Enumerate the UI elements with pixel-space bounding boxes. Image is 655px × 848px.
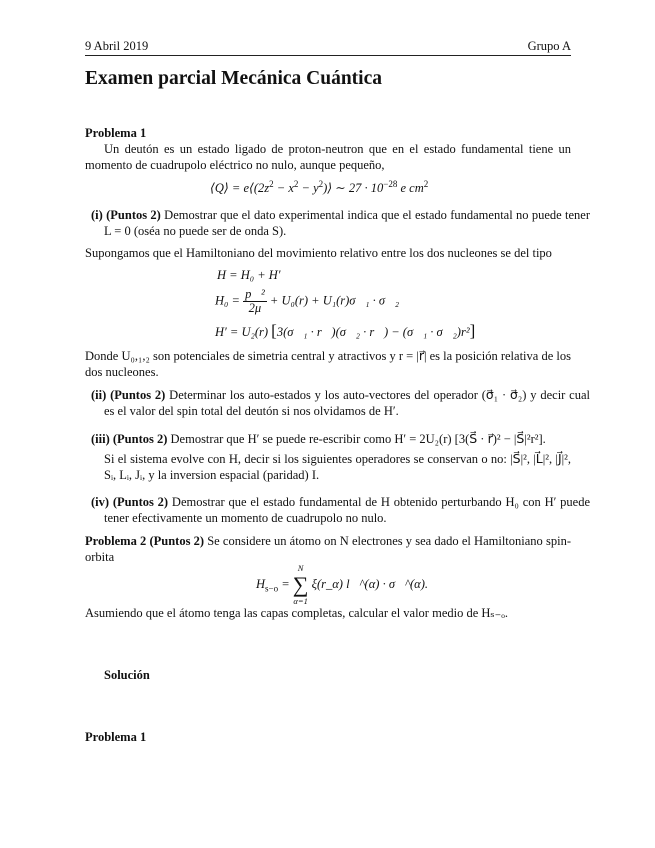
donde-paragraph: Donde U₀,₁,₂ son potenciales de simetria central y atractivos y r = |r⃗| es la posición relativa de los dos nucleones. (85, 349, 571, 379)
problem1-intro: Un deutón es un estado ligado de proton-neutron que en el estado fundamental tiene un momento de cuadrupolo eléctrico no nulo, aunque pequeño, (85, 142, 571, 172)
eq-q-sq1: 2 (269, 179, 274, 189)
eq-h0-rhs: + U₀(r) + U₁(r)σ⃗₁ · σ⃗₂ (269, 293, 400, 308)
equation-spin-orbit (256, 563, 428, 607)
item-ii (85, 387, 590, 419)
eq-h0-fraction (243, 288, 267, 315)
eq-q-mid2: − y (298, 181, 319, 196)
eq-q-exp: −28 (383, 179, 398, 189)
eq-h0-numerator: p⃗² (245, 287, 265, 301)
equation-h0 (215, 288, 399, 315)
eq-q-unit: e cm (400, 181, 424, 196)
solution-problem1-heading: Problema 1 (85, 730, 147, 744)
item-iv (85, 494, 590, 526)
item-i-text: Demostrar que el dato experimental indica que el estado fundamental no puede tener L = 0 (oséa no puede ser de onda S). (104, 208, 590, 238)
eq-so-lhs: H (256, 576, 266, 591)
hamiltonian-intro: Supongamos que el Hamiltoniano del movimiento relativo entre los dos nucleones se del tipo (85, 246, 552, 260)
eq-q-sq2: 2 (293, 179, 299, 189)
eq-so-eq: = (278, 576, 290, 591)
eq-so-sum (293, 563, 309, 607)
problem1-block (85, 125, 571, 173)
page-header (85, 39, 571, 56)
page-title: Examen parcial Mecánica Cuántica (85, 68, 382, 89)
item-i-label: (i) (Puntos 2) (91, 208, 161, 222)
eq-q-rhs: )⟩ ∼ 27 · 10 (323, 181, 384, 196)
eq-h0-denominator: 2μ (248, 301, 262, 315)
item-i (85, 207, 590, 239)
header-date: 9 Abril 2019 (85, 39, 149, 53)
problem2-block (85, 533, 571, 565)
problem2-text: Se considere un átomo on N electrones y sea dado el Hamiltoniano spin-orbita (85, 534, 571, 564)
eq-so-rhs: ξ(r_α) l⃗^(α) · σ⃗^(α). (311, 576, 428, 591)
eq-hp-body: 3(σ⃗₁ · r⃗)(σ⃗₂ · r⃗) − (σ⃗₁ · σ⃗₂)r² (276, 325, 470, 339)
item-ii-text: Determinar los auto-estados y los auto-vectores del operador (σ⃗₁ · σ⃗₂) y decir cual es el valor del spin total del deutón si nos olvidamos de H′. (104, 388, 590, 418)
sum-upper-limit: N (297, 563, 304, 573)
equation-quadrupole (210, 179, 428, 196)
equation-h: H = H₀ + H′ (217, 268, 281, 282)
problem2-heading: Problema 2 (Puntos 2) (85, 534, 205, 548)
problem2-conclusion: Asumiendo que el átomo tenga las capas completas, calcular el valor medio de Hₛ₋ₒ. (85, 606, 508, 620)
eq-q-sq3: 2 (318, 179, 324, 189)
eq-so-sub: s−o (265, 583, 279, 594)
equation-hprime (215, 321, 475, 341)
eq-hp-open-bracket: [ (271, 321, 277, 340)
item-iii-label: (iii) (Puntos 2) (91, 432, 168, 446)
eq-q-mid1: − x (273, 181, 294, 196)
item-iii (85, 431, 590, 447)
item-ii-label: (ii) (Puntos 2) (91, 388, 166, 402)
eq-hp-lhs: H′ = U₂(r) (215, 325, 269, 339)
eq-q-sq4: 2 (423, 179, 429, 189)
item-iii-continuation: Si el sistema evolve con H, decir si los siguientes operadores se conservan o no: |S⃗|², |L⃗|², |J⃗|², Sᵢ, Lᵢ, Jᵢ, y la inversion espacial (paridad) I. (104, 452, 571, 482)
sum-sign: ∑ (292, 572, 309, 597)
problem1-heading: Problema 1 (85, 126, 147, 140)
item-iii-text: Demostrar que H′ se puede re-escribir como H′ = 2U₂(r) [3(S⃗ · r⃗)² − |S⃗|²r²]. (167, 432, 546, 446)
item-iv-label: (iv) (Puntos 2) (91, 495, 169, 509)
eq-hp-close-bracket: ] (469, 321, 476, 340)
header-group: Grupo A (527, 39, 571, 53)
sum-lower-limit: α=1 (293, 596, 308, 606)
solution-heading: Solución (104, 668, 150, 682)
eq-q-lhs: ⟨Q⟩ = e⟨(2z (210, 181, 270, 196)
eq-h0-lhs: H₀ = (215, 293, 240, 308)
item-iv-text: Demostrar que el estado fundamental de H obtenido perturbando H₀ con H′ puede tener efectivamente un momento de cuadrupolo no nulo. (104, 495, 590, 525)
